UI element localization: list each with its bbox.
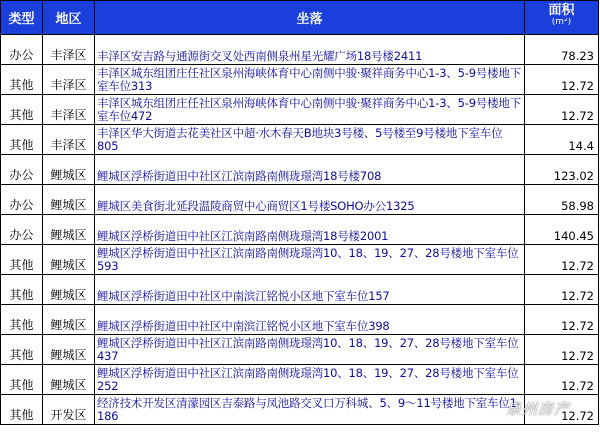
cell-area: 鲤城区 [43, 245, 95, 275]
cell-type: 其他 [1, 365, 43, 395]
cell-address: 经济技术开发区清濛园区吉泰路与凤池路交叉口万科城、5、9～11号楼地下室车位1-186 [95, 395, 525, 425]
cell-size: 12.72 [525, 305, 599, 335]
cell-size: 123.02 [525, 155, 599, 185]
cell-address: 鲤城区浮桥街道田中社区中南滨江铭悦小区地下室车位398 [95, 305, 525, 335]
cell-type: 办公 [1, 35, 43, 65]
cell-size: 12.72 [525, 335, 599, 365]
cell-size: 12.72 [525, 395, 599, 425]
cell-address: 鲤城区浮桥街道田中社区江滨南路南侧珑璟湾18号楼708 [95, 155, 525, 185]
header-area: 地区 [43, 1, 95, 35]
cell-address: 丰泽区安吉路与通源街交叉处西南侧泉州星光耀广场18号楼2411 [95, 35, 525, 65]
cell-area: 鲤城区 [43, 215, 95, 245]
cell-address: 鲤城区浮桥街道田中社区江滨南路南侧珑璟湾10、18、19、27、28号楼地下室车位593 [95, 245, 525, 275]
cell-type: 其他 [1, 95, 43, 125]
cell-address: 鲤城区浮桥街道田中社区江滨南路南侧珑璟湾10、18、19、27、28号楼地下室车位437 [95, 335, 525, 365]
table-row [1, 155, 599, 185]
header-size-label: 面积 [548, 3, 575, 18]
cell-area: 鲤城区 [43, 335, 95, 365]
cell-type: 其他 [1, 245, 43, 275]
cell-type: 其他 [1, 335, 43, 365]
header-type: 类型 [1, 1, 43, 35]
table-row [1, 245, 599, 275]
table-row [1, 335, 599, 365]
watermark: 泉州房产 [505, 400, 570, 418]
cell-area: 开发区 [43, 395, 95, 425]
cell-size: 140.45 [525, 215, 599, 245]
cell-area: 丰泽区 [43, 35, 95, 65]
cell-size: 12.72 [525, 245, 599, 275]
cell-address: 鲤城区浮桥街道田中社区中南滨江铭悦小区地下室车位157 [95, 275, 525, 305]
cell-area: 鲤城区 [43, 365, 95, 395]
cell-address: 丰泽区华大街道去花美社区中超·水木春天B地块3号楼、5号楼至9号楼地下室车位805 [95, 125, 525, 155]
cell-area: 丰泽区 [43, 125, 95, 155]
cell-area: 丰泽区 [43, 95, 95, 125]
cell-size: 58.98 [525, 185, 599, 215]
cell-type: 办公 [1, 185, 43, 215]
cell-size: 78.23 [525, 35, 599, 65]
header-size [525, 1, 599, 35]
cell-area: 鲤城区 [43, 155, 95, 185]
cell-area: 丰泽区 [43, 65, 95, 95]
table-row [1, 275, 599, 305]
table-row [1, 65, 599, 95]
cell-size: 12.72 [525, 65, 599, 95]
table-row [1, 185, 599, 215]
table-row [1, 365, 599, 395]
cell-type: 其他 [1, 125, 43, 155]
cell-address: 丰泽区城东组团庄任社区泉州海峡体育中心南侧中骏·聚祥商务中心1-3、5-9号楼地下室车位472 [95, 95, 525, 125]
cell-size: 12.72 [525, 95, 599, 125]
header-size-unit: (m²) [551, 18, 572, 25]
cell-size: 12.72 [525, 365, 599, 395]
header-row [1, 1, 599, 35]
cell-type: 其他 [1, 395, 43, 425]
table-row [1, 35, 599, 65]
cell-address: 鲤城区浮桥街道田中社区江滨南路南侧珑璟湾18号楼2001 [95, 215, 525, 245]
cell-type: 办公 [1, 155, 43, 185]
table-row [1, 95, 599, 125]
cell-address: 鲤城区美食街北延段温陵商贸中心商贸区1号楼SOHO办公1325 [95, 185, 525, 215]
table-row [1, 125, 599, 155]
cell-address: 丰泽区城东组团庄任社区泉州海峡体育中心南侧中骏·聚祥商务中心1-3、5-9号楼地下室车位313 [95, 65, 525, 95]
cell-size: 12.72 [525, 275, 599, 305]
cell-type: 其他 [1, 275, 43, 305]
cell-area: 鲤城区 [43, 305, 95, 335]
cell-area: 鲤城区 [43, 185, 95, 215]
cell-area: 鲤城区 [43, 275, 95, 305]
cell-address: 鲤城区浮桥街道田中社区江滨南路南侧珑璟湾10、18、19、27、28号楼地下室车位252 [95, 365, 525, 395]
cell-size: 14.4 [525, 125, 599, 155]
cell-type: 其他 [1, 65, 43, 95]
cell-type: 办公 [1, 215, 43, 245]
table-row [1, 305, 599, 335]
table-row [1, 215, 599, 245]
header-address: 坐落 [95, 1, 525, 35]
cell-type: 其他 [1, 305, 43, 335]
